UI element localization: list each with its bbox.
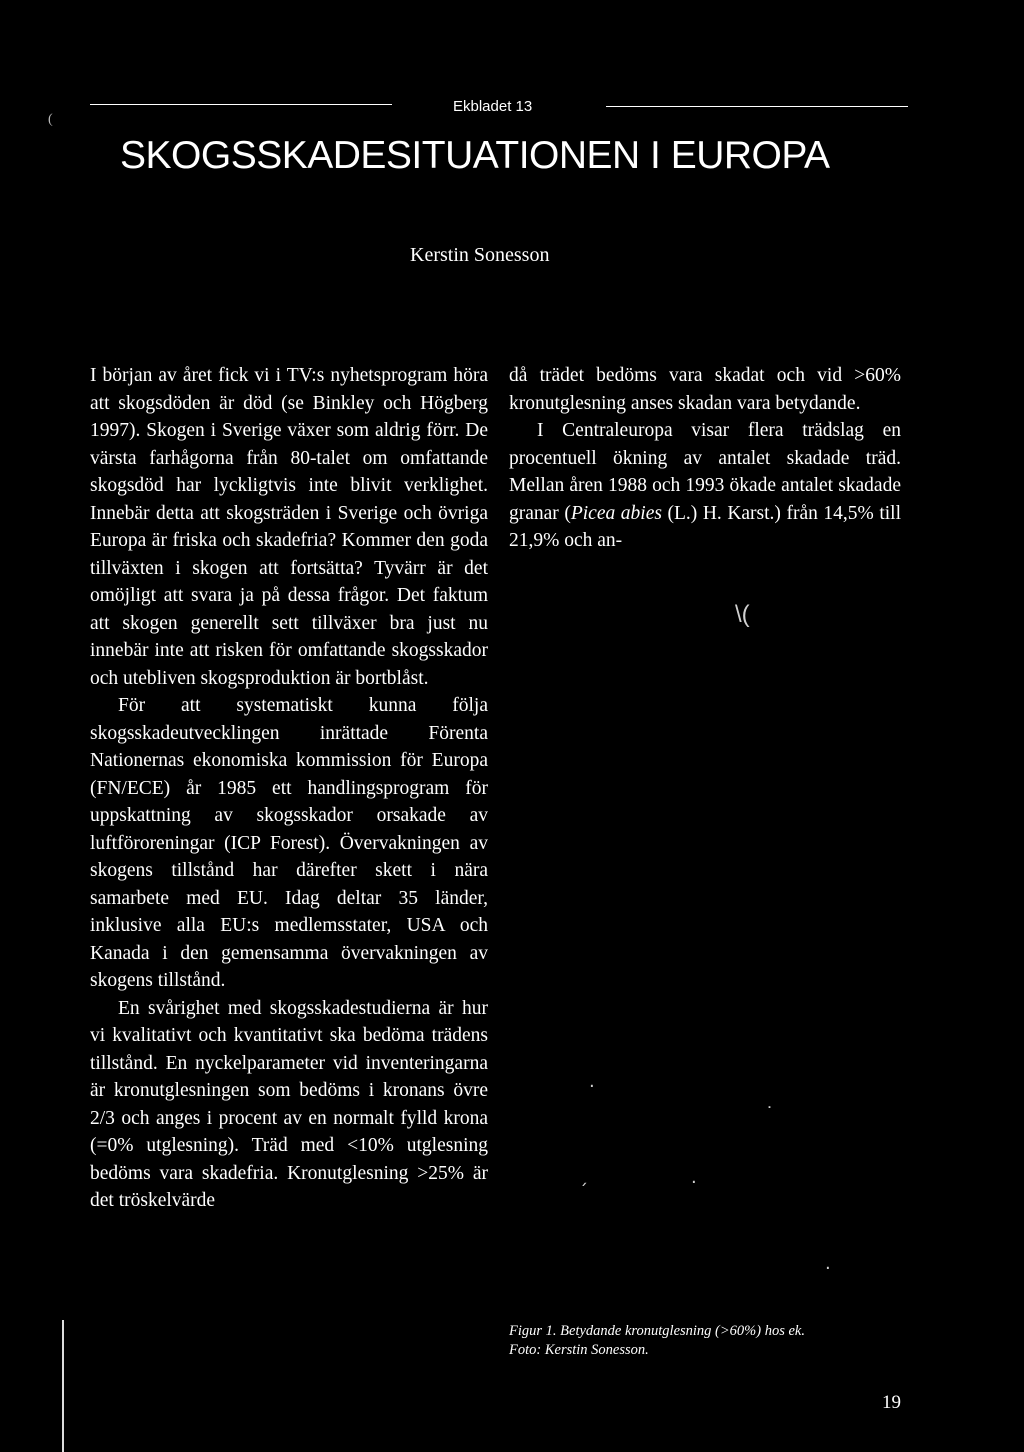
caption-line-2: Foto: Kerstin Sonesson. <box>509 1342 649 1358</box>
photo-speck: · <box>825 1258 831 1279</box>
article-author: Kerstin Sonesson <box>410 244 550 266</box>
header-rule-left <box>90 104 392 105</box>
left-column <box>90 362 488 1215</box>
article-title: SKOGSSKADESITUATIONEN I EUROPA <box>120 134 830 177</box>
photo-speck: ˙ <box>765 1104 774 1125</box>
paragraph-icp-forest: För att systematiskt kunna följa skogsskadeutvecklingen inrättade Förenta Nationernas ekonomiska kommission för Europa (FN/ECE) år 1985 ett handlingsprogram för uppskattning av skogsskador orsakade av luftföroreningar (ICP Forest). Övervakningen av skogens tillstånd har därefter skett i nära samarbete med EU. Idag deltar 35 länder, inklusive alla EU:s medlemsstater, USA och Kanada i den gemensamma övervakningen av skogens tillstånd. <box>90 695 488 991</box>
paragraph-crown-thinning: En svårighet med skogsskadestudierna är hur vi kvalitativt och kvantitativt ska bedöma trädens tillstånd. En nyckelparameter vid inventeringarna är kronutglesningen som bedöms i kronans övre 2/3 och anges i procent av en normalt fylld krona (=0% utglesning). Träd med <10% utglesning bedöms vara skadefria. Kronutglesning >25% är det tröskelvärde <box>90 997 488 1211</box>
right-column <box>509 362 901 555</box>
paragraph-central-europe <box>509 417 901 555</box>
central-europe-text-end: (L.) H. Karst.) från 14,5% till 21,9% och an- <box>509 502 901 551</box>
figure-caption <box>509 1322 909 1360</box>
running-head: Ekbladet 13 <box>453 98 533 115</box>
central-europe-text-start: I Centraleuropa visar flera trädslag en procentuell ökning av antalet skadade träd. Mellan åren 1988 och 1993 ökade antalet skadade granar ( <box>509 420 901 524</box>
page-number: 19 <box>882 1392 901 1413</box>
paragraph-continued: då trädet bedöms vara skadat och vid >60% kronutglesning anses skadan vara betydande. <box>509 365 901 414</box>
caption-line-1: Figur 1. Betydande kronutglesning (>60%) hos ek. <box>509 1323 805 1339</box>
margin-scan-line <box>62 1320 64 1452</box>
header-rule-right <box>606 106 908 107</box>
species-name: Picea abies <box>570 502 662 524</box>
photo-speck: · <box>589 1076 595 1097</box>
photo-speck: \( <box>735 601 750 628</box>
photo-speck: · <box>691 1172 697 1193</box>
photo-speck: ˏ <box>579 1166 588 1187</box>
figure-photo <box>509 600 901 1310</box>
margin-mark: ( <box>48 112 53 127</box>
paragraph-intro: I början av året fick vi i TV:s nyhetsprogram höra att skogsdöden är död (se Binkley och Högberg 1997). Skogen i Sverige växer som aldrig förr. De värsta farhågorna från 80-talet om omfattande skogsdöd har lyckligtvis inte blivit verklighet. Innebär detta att skogsträden i Sverige och övriga Europa är friska och skadefria? Kommer den goda tillväxten i skogen att fortsätta? Tyvärr är det omöjligt att svara ja på dessa frågor. Det faktum att skogen generellt sett tillväxer bra just nu innebär inte att risken för omfattande skogsskador och utebliven skogsproduktion är bortblåst. <box>90 365 488 689</box>
